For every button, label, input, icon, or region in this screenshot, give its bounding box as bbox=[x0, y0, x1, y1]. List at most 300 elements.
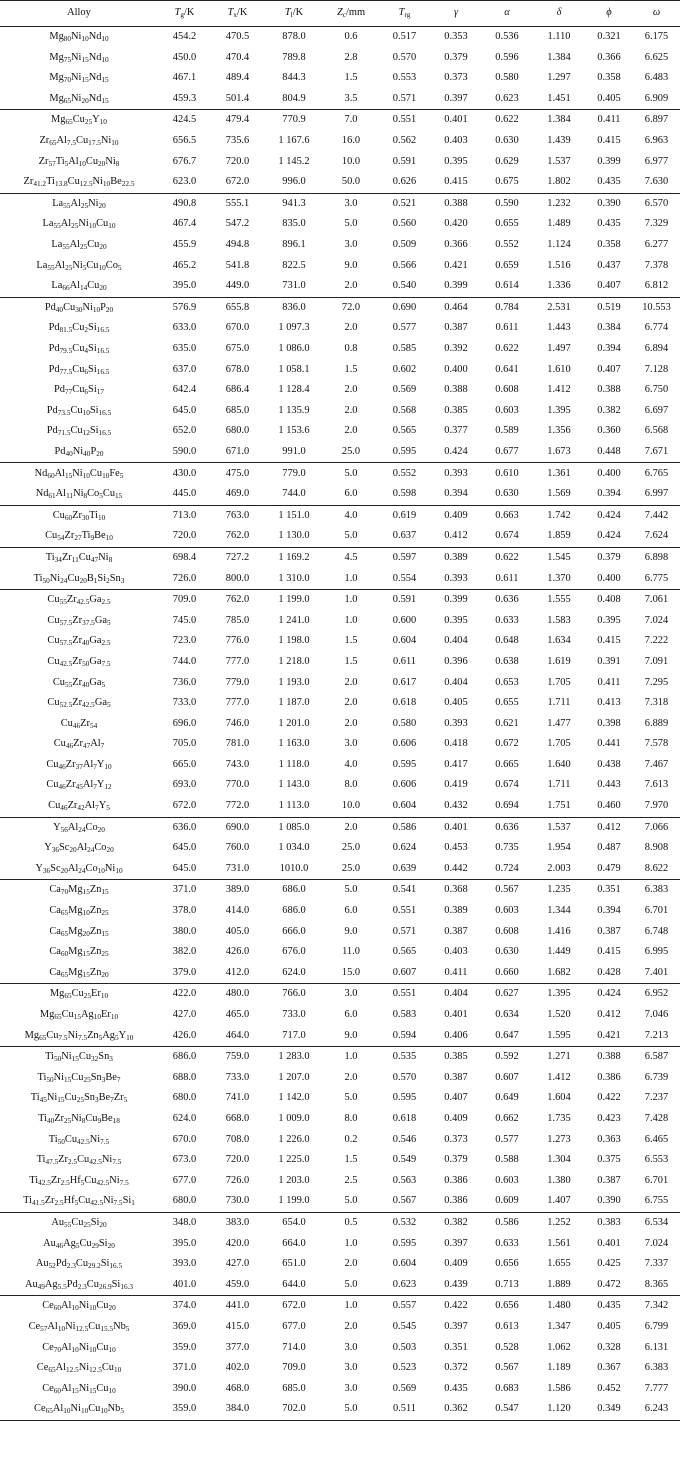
composition-subscript: 12.5 bbox=[89, 1366, 102, 1375]
composition-subscript: 10 bbox=[71, 1345, 79, 1354]
element-symbol: Au bbox=[51, 1216, 65, 1228]
element-symbol: Er bbox=[91, 988, 101, 1000]
composition-subscript: 20 bbox=[81, 96, 89, 105]
table-row bbox=[0, 1358, 680, 1379]
cell-delta: 1.344 bbox=[547, 905, 571, 917]
cell-zc: 1.5 bbox=[344, 1154, 358, 1166]
cell-tx: 762.0 bbox=[225, 530, 250, 542]
cell-delta: 1.711 bbox=[547, 779, 571, 791]
column-header-trg bbox=[378, 1, 431, 27]
cell-alpha: 0.675 bbox=[495, 176, 519, 188]
cell-gamma: 0.405 bbox=[444, 697, 468, 709]
cell-delta: 1.682 bbox=[547, 966, 571, 978]
cell-tl: 766.0 bbox=[264, 984, 324, 1005]
cell-tl: 733.0 bbox=[282, 1009, 306, 1020]
cell-tg: 726.0 bbox=[172, 572, 197, 584]
column-header-symbol: T bbox=[227, 7, 234, 19]
element-symbol: Ni bbox=[71, 1112, 82, 1124]
cell-alpha: 0.662 bbox=[495, 1112, 519, 1124]
cell-tg: 395.0 bbox=[172, 1237, 197, 1249]
cell-phi: 0.408 bbox=[585, 590, 633, 611]
composition-subscript: 10 bbox=[101, 55, 109, 64]
cell-alpha: 0.634 bbox=[495, 1009, 519, 1020]
composition-subscript: 12 bbox=[82, 429, 90, 438]
cell-phi: 0.358 bbox=[597, 72, 621, 84]
composition-subscript: 10 bbox=[81, 35, 89, 44]
cell-zc: 2.0 bbox=[344, 404, 358, 416]
element-symbol: Si bbox=[98, 1237, 108, 1249]
cell-delta: 1.412 bbox=[547, 1071, 571, 1083]
cell-zc: 1.5 bbox=[344, 363, 358, 375]
cell-phi: 0.472 bbox=[597, 1278, 621, 1290]
cell-tg: 467.1 bbox=[172, 72, 197, 84]
alloy-composition bbox=[0, 734, 158, 755]
cell-alpha: 0.607 bbox=[495, 1071, 519, 1083]
cell-tg: 636.0 bbox=[158, 817, 211, 838]
element-symbol: Ni bbox=[105, 155, 116, 167]
composition-subscript: 52 bbox=[48, 1262, 56, 1271]
element-symbol: Pd bbox=[44, 301, 56, 313]
cell-omega: 7.329 bbox=[644, 218, 669, 230]
element-symbol: Cu bbox=[86, 1278, 99, 1290]
cell-zc: 8.0 bbox=[344, 779, 358, 791]
cell-gamma: 0.409 bbox=[444, 1112, 468, 1124]
cell-delta: 1.742 bbox=[533, 505, 585, 526]
element-symbol: Ti bbox=[33, 572, 43, 584]
composition-subscript: 42.5 bbox=[38, 1178, 51, 1187]
table-row bbox=[0, 484, 680, 505]
element-symbol: Ti bbox=[89, 509, 99, 521]
cell-zc: 3.0 bbox=[344, 1341, 358, 1353]
cell-trg: 0.554 bbox=[392, 572, 417, 584]
cell-tg: 744.0 bbox=[172, 655, 197, 667]
cell-zc: 5.0 bbox=[324, 463, 378, 484]
cell-omega: 6.383 bbox=[644, 1362, 669, 1374]
element-symbol: Ni bbox=[71, 92, 82, 104]
alloy-composition bbox=[0, 796, 158, 817]
element-symbol: Cu bbox=[78, 551, 91, 563]
element-symbol: Ni bbox=[71, 51, 82, 63]
alloy-composition bbox=[0, 1088, 158, 1109]
composition-subscript: 65 bbox=[39, 1033, 47, 1042]
alloy-composition bbox=[0, 89, 158, 110]
cell-tl: 1 142.0 bbox=[278, 1092, 310, 1104]
element-symbol: Ni bbox=[67, 1029, 78, 1041]
composition-subscript: 10 bbox=[110, 1013, 119, 1021]
cell-gamma: 0.388 bbox=[431, 193, 481, 214]
alloy-composition bbox=[0, 901, 158, 922]
alloy-composition bbox=[0, 568, 158, 589]
element-symbol: Mg bbox=[49, 92, 64, 104]
cell-tg: 380.0 bbox=[172, 925, 197, 937]
alloy-composition bbox=[0, 214, 158, 235]
cell-phi: 0.351 bbox=[585, 880, 633, 901]
cell-gamma: 0.386 bbox=[444, 1174, 468, 1186]
table-row bbox=[0, 1129, 680, 1150]
cell-trg: 0.580 bbox=[392, 717, 417, 729]
table-row bbox=[0, 339, 680, 360]
cell-zc: 3.0 bbox=[344, 738, 358, 750]
cell-zc: 8.0 bbox=[344, 1112, 358, 1124]
column-header-tx bbox=[211, 1, 264, 27]
composition-subscript: 10 bbox=[82, 408, 90, 417]
element-symbol: Al bbox=[55, 488, 67, 500]
element-symbol: Ni bbox=[100, 135, 112, 147]
element-symbol: Nb bbox=[113, 1320, 126, 1332]
element-symbol: Cu bbox=[63, 301, 76, 313]
composition-subscript: 50 bbox=[82, 659, 90, 668]
composition-subscript: 47 bbox=[82, 742, 91, 751]
cell-omega: 7.046 bbox=[644, 1009, 669, 1020]
cell-tx: 480.0 bbox=[211, 984, 264, 1005]
element-symbol: Si bbox=[88, 384, 97, 396]
element-symbol: Zr bbox=[113, 1092, 124, 1104]
composition-subscript: 26.9 bbox=[98, 1282, 112, 1291]
table-row bbox=[0, 505, 680, 526]
cell-trg: 0.570 bbox=[392, 1071, 417, 1083]
cell-tx: 475.0 bbox=[211, 463, 264, 484]
table-row bbox=[0, 1026, 680, 1047]
composition-subscript: 10 bbox=[100, 992, 109, 1001]
element-symbol: Al bbox=[76, 842, 88, 854]
cell-omega: 6.277 bbox=[644, 239, 669, 251]
composition-subscript: 70 bbox=[53, 1345, 62, 1354]
cell-omega: 6.995 bbox=[644, 946, 669, 958]
composition-subscript: 55 bbox=[59, 598, 67, 607]
cell-zc: 6.0 bbox=[344, 1009, 358, 1020]
element-symbol: Cu bbox=[72, 114, 85, 126]
cell-gamma: 0.396 bbox=[444, 655, 468, 667]
alloy-composition bbox=[0, 1399, 158, 1420]
composition-subscript: 65 bbox=[45, 1407, 53, 1416]
cell-zc: 9.0 bbox=[344, 925, 358, 937]
table-row bbox=[0, 1109, 680, 1130]
cell-zc: 2.0 bbox=[344, 717, 358, 729]
element-symbol: Cu bbox=[48, 800, 61, 812]
cell-alpha: 0.592 bbox=[481, 1047, 533, 1068]
composition-subscript: 29 bbox=[91, 1241, 99, 1250]
table-row bbox=[0, 214, 680, 235]
element-symbol: Au bbox=[35, 1258, 49, 1270]
composition-subscript: 25 bbox=[65, 263, 73, 272]
cell-omega: 7.970 bbox=[644, 800, 669, 812]
cell-delta: 1.604 bbox=[547, 1092, 571, 1104]
cell-tx: 489.4 bbox=[225, 72, 250, 84]
element-symbol: Cu bbox=[87, 280, 100, 292]
cell-gamma: 0.393 bbox=[444, 717, 468, 729]
composition-subscript: 2 bbox=[106, 576, 110, 585]
cell-alpha: 0.735 bbox=[495, 842, 519, 854]
composition-subscript: 20 bbox=[98, 159, 106, 168]
element-symbol: Al bbox=[52, 1403, 64, 1415]
element-symbol: Mg bbox=[68, 966, 83, 978]
cell-gamma: 0.439 bbox=[444, 1278, 468, 1290]
cell-tx: 377.0 bbox=[225, 1341, 250, 1353]
alloy-composition bbox=[0, 1005, 158, 1026]
cell-tg: 395.0 bbox=[172, 280, 197, 292]
cell-tx: 541.8 bbox=[225, 259, 250, 271]
cell-phi: 0.358 bbox=[597, 239, 621, 251]
element-symbol: Cu bbox=[70, 404, 83, 416]
element-symbol: Pd bbox=[54, 445, 66, 457]
composition-subscript: 1 bbox=[131, 1199, 135, 1208]
cell-omega: 6.465 bbox=[644, 1133, 669, 1145]
cell-omega: 6.894 bbox=[644, 343, 669, 354]
composition-subscript: 40 bbox=[65, 449, 73, 458]
cell-trg: 0.570 bbox=[392, 51, 417, 63]
table-row bbox=[0, 672, 680, 693]
table-row bbox=[0, 1005, 680, 1026]
cell-tg: 635.0 bbox=[172, 343, 197, 354]
cell-trg: 0.604 bbox=[392, 635, 417, 647]
composition-subscript: 20 bbox=[98, 201, 106, 210]
cell-alpha: 0.627 bbox=[481, 984, 533, 1005]
element-symbol: Mg bbox=[68, 884, 83, 896]
cell-trg: 0.549 bbox=[392, 1154, 417, 1166]
alloy-composition bbox=[0, 1129, 158, 1150]
cell-tg: 720.0 bbox=[172, 530, 197, 542]
cell-gamma: 0.382 bbox=[431, 1212, 481, 1233]
cell-tg: 677.0 bbox=[172, 1174, 197, 1186]
composition-subscript: 7.5 bbox=[119, 1178, 129, 1187]
cell-gamma: 0.353 bbox=[444, 31, 468, 43]
cell-zc: 2.0 bbox=[344, 384, 358, 396]
cell-delta: 1.395 bbox=[547, 404, 571, 416]
cell-tx: 781.0 bbox=[225, 738, 250, 750]
cell-tg: 676.7 bbox=[172, 155, 197, 167]
composition-subscript: 24 bbox=[60, 576, 68, 585]
element-symbol: Zr bbox=[73, 738, 83, 750]
cell-phi: 0.435 bbox=[597, 176, 621, 188]
composition-subscript: 40 bbox=[46, 1116, 55, 1125]
cell-phi: 0.390 bbox=[597, 1195, 621, 1207]
cell-delta: 1.110 bbox=[547, 31, 571, 43]
cell-tx: 383.0 bbox=[211, 1212, 264, 1233]
element-symbol: Zr bbox=[58, 1154, 68, 1166]
composition-subscript: 15.5 bbox=[100, 1324, 114, 1333]
cell-trg: 0.591 bbox=[392, 155, 417, 167]
element-symbol: Be bbox=[94, 530, 106, 542]
cell-tx: 415.0 bbox=[225, 1320, 250, 1332]
composition-subscript: 42.5 bbox=[82, 701, 95, 710]
composition-subscript: 55 bbox=[65, 680, 73, 689]
composition-subscript: 8 bbox=[83, 492, 88, 501]
cell-tg: 359.0 bbox=[172, 1341, 197, 1353]
cell-phi: 0.435 bbox=[585, 1296, 633, 1317]
element-symbol: Sn bbox=[109, 572, 121, 584]
element-symbol: Cu bbox=[75, 1258, 89, 1270]
cell-alpha: 0.672 bbox=[495, 738, 519, 750]
element-symbol: Ni bbox=[78, 1341, 90, 1353]
cell-tl: 624.0 bbox=[282, 966, 306, 978]
cell-delta: 1.384 bbox=[533, 110, 585, 131]
composition-subscript: 60 bbox=[53, 1304, 62, 1313]
composition-subscript: 2.5 bbox=[54, 1199, 64, 1208]
cell-tx: 464.0 bbox=[225, 1029, 250, 1041]
element-symbol: Al bbox=[67, 821, 79, 833]
table-row bbox=[0, 590, 680, 611]
cell-tx: 470.4 bbox=[225, 51, 250, 63]
element-symbol: Y bbox=[118, 1029, 127, 1041]
element-symbol: Ni bbox=[70, 1403, 81, 1415]
cell-delta: 1.705 bbox=[547, 738, 571, 750]
element-symbol: Zn bbox=[89, 966, 102, 978]
composition-subscript: 2.3 bbox=[66, 1262, 76, 1271]
element-symbol: Cu bbox=[88, 1320, 101, 1332]
composition-subscript: 54 bbox=[57, 534, 65, 543]
cell-gamma: 0.389 bbox=[431, 547, 481, 568]
cell-trg: 0.565 bbox=[392, 425, 417, 437]
composition-subscript: 15 bbox=[81, 76, 89, 85]
cell-zc: 2.0 bbox=[324, 817, 378, 838]
cell-trg: 0.639 bbox=[392, 862, 417, 874]
composition-subscript: 7.5 bbox=[58, 1033, 68, 1042]
element-symbol: Cu bbox=[47, 697, 60, 709]
cell-zc: 10.0 bbox=[341, 155, 361, 167]
element-symbol: Pd bbox=[48, 363, 60, 375]
element-symbol: Ti bbox=[55, 155, 65, 167]
composition-subscript: 15 bbox=[82, 970, 90, 979]
composition-subscript: 10 bbox=[111, 139, 119, 148]
element-symbol: Ti bbox=[23, 1195, 32, 1207]
cell-delta: 1.380 bbox=[547, 1174, 571, 1186]
composition-subscript: 77.5 bbox=[59, 367, 73, 376]
cell-alpha: 0.609 bbox=[495, 1195, 519, 1207]
composition-subscript: 10 bbox=[108, 1345, 116, 1354]
alloy-composition bbox=[0, 963, 158, 984]
composition-subscript: 10 bbox=[78, 159, 86, 168]
composition-subscript: 7 bbox=[93, 783, 97, 792]
composition-subscript: 2.5 bbox=[101, 639, 111, 648]
element-symbol: Si bbox=[90, 1216, 100, 1228]
element-symbol: Si bbox=[88, 343, 97, 354]
element-symbol: Ca bbox=[49, 946, 61, 958]
element-symbol: Ag bbox=[102, 1029, 115, 1041]
composition-subscript: 40 bbox=[83, 449, 91, 458]
cell-zc: 2.0 bbox=[344, 1320, 358, 1332]
composition-subscript: 70 bbox=[60, 888, 69, 897]
cell-alpha: 0.580 bbox=[495, 72, 519, 84]
element-symbol: Ni bbox=[71, 31, 82, 43]
element-symbol: Zr bbox=[54, 1112, 65, 1124]
composition-subscript: 46 bbox=[65, 742, 74, 751]
composition-subscript: 65 bbox=[60, 970, 69, 979]
cell-phi: 0.425 bbox=[597, 1258, 621, 1270]
alloy-composition bbox=[0, 172, 158, 193]
cell-alpha: 0.653 bbox=[495, 676, 519, 688]
composition-subscript: 2.5 bbox=[60, 1178, 70, 1187]
cell-omega: 6.812 bbox=[644, 280, 669, 292]
cell-omega: 6.175 bbox=[644, 31, 669, 43]
element-symbol: Ce bbox=[36, 1362, 49, 1374]
table-row bbox=[0, 984, 680, 1005]
cell-tx: 668.0 bbox=[225, 1112, 250, 1124]
column-header-unit: /K bbox=[292, 7, 304, 19]
element-symbol: Cu bbox=[85, 155, 99, 167]
cell-trg: 0.598 bbox=[392, 488, 417, 500]
cell-omega: 6.898 bbox=[633, 547, 680, 568]
cell-phi: 0.479 bbox=[597, 862, 621, 874]
element-symbol: Co bbox=[85, 821, 98, 833]
element-symbol: Si bbox=[88, 322, 97, 334]
cell-phi: 0.438 bbox=[597, 758, 621, 770]
element-symbol: Ni bbox=[61, 1051, 72, 1063]
composition-subscript: 46 bbox=[58, 783, 66, 792]
cell-trg: 0.626 bbox=[392, 176, 417, 188]
table-row bbox=[0, 755, 680, 776]
table-row bbox=[0, 360, 680, 381]
cell-tg: 624.0 bbox=[172, 1112, 197, 1124]
composition-subscript: 34 bbox=[54, 555, 62, 564]
element-symbol: Hf bbox=[63, 1195, 75, 1207]
cell-delta: 1.735 bbox=[547, 1112, 571, 1124]
cell-omega: 7.091 bbox=[644, 655, 669, 667]
cell-gamma: 0.435 bbox=[444, 1382, 468, 1394]
column-header-zc bbox=[324, 1, 378, 27]
cell-phi: 0.443 bbox=[597, 779, 621, 791]
element-symbol: Cu bbox=[71, 1071, 84, 1083]
cell-phi: 0.412 bbox=[597, 1009, 621, 1020]
cell-gamma: 0.404 bbox=[444, 676, 468, 688]
column-header-unit: /mm bbox=[345, 7, 366, 19]
cell-tl: 686.0 bbox=[282, 905, 306, 917]
composition-subscript: 15 bbox=[73, 1013, 82, 1021]
cell-zc: 25.0 bbox=[341, 842, 361, 854]
composition-subscript: 52.5 bbox=[59, 701, 73, 710]
element-symbol: Zr bbox=[72, 676, 83, 688]
composition-subscript: 10 bbox=[89, 1304, 97, 1313]
cell-tg: 645.0 bbox=[172, 404, 197, 416]
composition-subscript: 42.5 bbox=[59, 659, 73, 668]
element-symbol: Al bbox=[61, 1300, 72, 1312]
cell-zc: 1.0 bbox=[344, 572, 358, 584]
table-row bbox=[0, 297, 680, 318]
element-symbol: Ag bbox=[81, 1009, 94, 1020]
cell-trg: 0.511 bbox=[378, 1399, 431, 1420]
composition-subscript: 7 bbox=[95, 804, 99, 813]
cell-zc: 4.5 bbox=[324, 547, 378, 568]
alloy-composition bbox=[0, 110, 158, 131]
composition-subscript: 60 bbox=[47, 471, 55, 480]
cell-tx: 555.1 bbox=[211, 193, 264, 214]
composition-subscript: 25 bbox=[76, 1096, 84, 1105]
element-symbol: Zr bbox=[72, 655, 83, 667]
element-symbol: Ni bbox=[53, 1071, 65, 1083]
alloy-composition bbox=[0, 27, 158, 48]
cell-tl: 836.0 bbox=[264, 297, 324, 318]
composition-subscript: 46 bbox=[60, 804, 68, 813]
cell-alpha: 0.724 bbox=[495, 862, 519, 874]
cell-phi: 0.407 bbox=[597, 280, 621, 292]
cell-tg: 459.3 bbox=[172, 92, 197, 104]
cell-zc: 10.0 bbox=[341, 800, 361, 812]
composition-subscript: 9 bbox=[97, 1116, 102, 1125]
cell-tl: 1 198.0 bbox=[278, 635, 310, 647]
element-symbol: Zr bbox=[72, 614, 83, 626]
element-symbol: Ga bbox=[89, 655, 102, 667]
cell-omega: 6.952 bbox=[633, 984, 680, 1005]
cell-delta: 1.569 bbox=[547, 488, 571, 500]
element-symbol: Cu bbox=[53, 738, 66, 750]
cell-delta: 1.516 bbox=[547, 259, 571, 271]
element-symbol: Nd bbox=[88, 72, 102, 84]
cell-omega: 7.777 bbox=[644, 1382, 669, 1394]
cell-omega: 7.066 bbox=[633, 817, 680, 838]
composition-subscript: 66 bbox=[62, 284, 70, 293]
cell-tx: 777.0 bbox=[225, 655, 250, 667]
cell-alpha: 0.663 bbox=[481, 505, 533, 526]
alloy-composition bbox=[0, 401, 158, 422]
